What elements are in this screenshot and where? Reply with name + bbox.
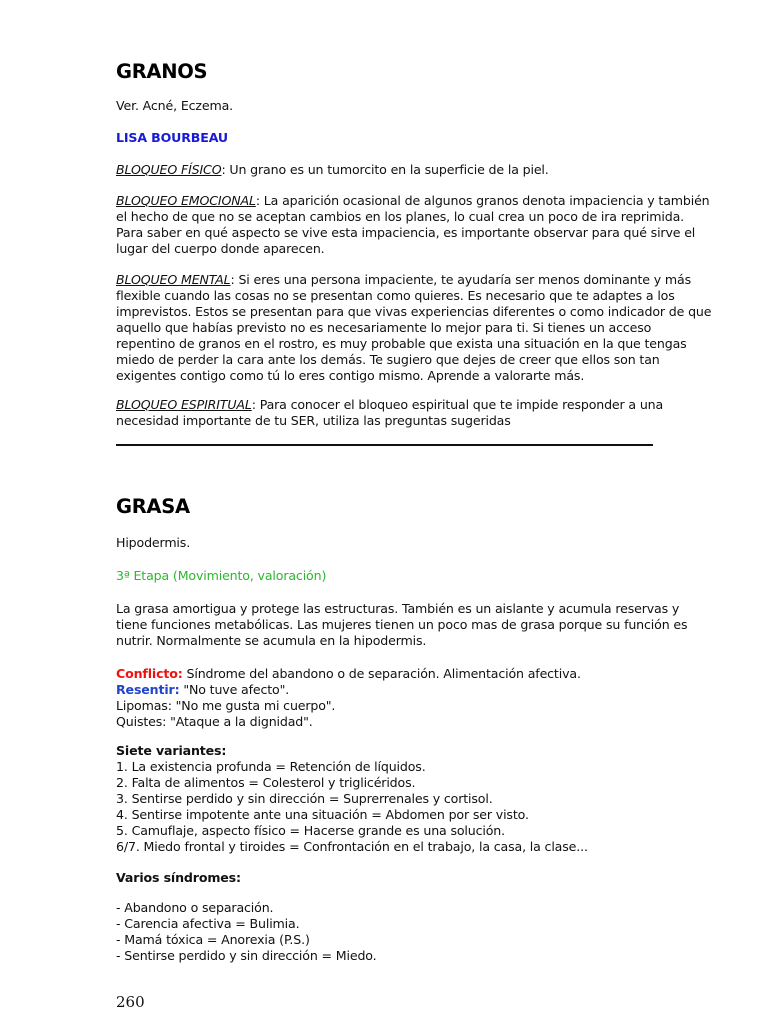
bloqueo-mental-line: imprevistos. Estos se presentan para que vivas experiencias diferentes o como indicador de que <box>116 304 712 319</box>
grasa-intro <box>116 601 688 649</box>
bloqueo-mental-line: miedo de perder la cara ante los demás. Te sugiero que dejes de creer que ellos son tan <box>116 352 660 367</box>
bloqueo-espiritual-line: necesidad importante de tu SER, utiliza las preguntas sugeridas <box>116 413 511 428</box>
variante-item: 1. La existencia profunda = Retención de líquidos. <box>116 759 426 774</box>
grasa-intro-line: tiene funciones metabólicas. Las mujeres tienen un poco mas de grasa porque su función es <box>116 617 688 632</box>
quistes-line: Quistes: "Ataque a la dignidad". <box>116 714 313 729</box>
variante-item: 4. Sentirse impotente ante una situación = Abdomen por ser visto. <box>116 807 529 822</box>
page-number: 260 <box>116 993 145 1011</box>
lipomas-line: Lipomas: "No me gusta mi cuerpo". <box>116 698 336 713</box>
bloqueo-emocional-line: lugar del cuerpo donde aparecen. <box>116 241 325 256</box>
bloqueo-espiritual-label: BLOQUEO ESPIRITUAL <box>116 397 252 412</box>
variante-item: 5. Camuflaje, aspecto físico = Hacerse grande es una solución. <box>116 823 505 838</box>
bloqueo-mental-line: repentino de granos en el rostro, es muy probable que exista una situación en la que tengas <box>116 336 687 351</box>
sindrome-item: - Carencia afectiva = Bulimia. <box>116 916 300 931</box>
bloqueo-emocional-label: BLOQUEO EMOCIONAL <box>116 193 256 208</box>
bloqueo-espiritual-line: : Para conocer el bloqueo espiritual que te impide responder a una <box>251 397 664 412</box>
section-title-granos: GRANOS <box>116 60 208 83</box>
sindrome-item: - Abandono o separación. <box>116 900 274 915</box>
grasa-varios-sindromes <box>116 900 656 964</box>
resentir-line <box>116 682 656 698</box>
granos-bloqueo-espiritual <box>116 397 664 429</box>
resentir-label: Resentir: <box>116 682 180 697</box>
section-divider <box>116 444 653 446</box>
bloqueo-emocional-line: el hecho de que no se aceptan cambios en los planes, lo cual crea un poco de ira reprimida. <box>116 209 684 224</box>
variante-item: 6/7. Miedo frontal y tiroides = Confrontación en el trabajo, la casa, la clase... <box>116 839 588 854</box>
variante-item: 3. Sentirse perdido y sin dirección = Suprerrenales y cortisol. <box>116 791 493 806</box>
conflicto-text: Síndrome del abandono o de separación. Alimentación afectiva. <box>182 666 581 681</box>
granos-bloqueo-fisico <box>116 162 656 178</box>
granos-bloqueo-mental <box>116 272 712 384</box>
grasa-stage: 3ª Etapa (Movimiento, valoración) <box>116 568 327 583</box>
granos-bloqueo-emocional <box>116 193 710 257</box>
bloqueo-mental-line: aquello que habías previsto no es necesariamente lo mejor para ti. Si tienes un acceso <box>116 320 652 335</box>
bloqueo-fisico-label: BLOQUEO FÍSICO <box>116 162 222 177</box>
granos-author: LISA BOURBEAU <box>116 130 228 145</box>
bloqueo-fisico-text: : Un grano es un tumorcito en la superficie de la piel. <box>221 162 549 177</box>
grasa-intro-line: La grasa amortigua y protege las estructuras. También es un aislante y acumula reservas y <box>116 601 680 616</box>
grasa-hipodermis: Hipodermis. <box>116 535 191 550</box>
siete-variantes-title: Siete variantes: <box>116 743 227 758</box>
bloqueo-mental-line: flexible cuando las cosas no se presentan como quieres. Es necesario que te adaptes a los <box>116 288 675 303</box>
bloqueo-mental-label: BLOQUEO MENTAL <box>116 272 231 287</box>
grasa-intro-line: nutrir. Normalmente se acumula en la hipodermis. <box>116 633 427 648</box>
resentir-text: "No tuve afecto". <box>179 682 290 697</box>
bloqueo-mental-line: exigentes contigo como tú lo eres contigo mismo. Aprende a valorarte más. <box>116 368 585 383</box>
sindrome-item: - Mamá tóxica = Anorexia (P.S.) <box>116 932 310 947</box>
sindrome-item: - Sentirse perdido y sin dirección = Miedo. <box>116 948 377 963</box>
grasa-siete-variantes <box>116 743 656 855</box>
grasa-conflicto-block <box>116 666 656 730</box>
bloqueo-emocional-line: : La aparición ocasional de algunos granos denota impaciencia y también <box>255 193 710 208</box>
conflicto-line <box>116 666 656 682</box>
granos-see-also: Ver. Acné, Eczema. <box>116 98 233 113</box>
section-title-grasa: GRASA <box>116 495 190 518</box>
conflicto-label: Conflicto: <box>116 666 183 681</box>
varios-sindromes-title: Varios síndromes: <box>116 870 241 885</box>
bloqueo-mental-line: : Si eres una persona impaciente, te ayudaría ser menos dominante y más <box>230 272 691 287</box>
variante-item: 2. Falta de alimentos = Colesterol y triglicéridos. <box>116 775 416 790</box>
bloqueo-emocional-line: Para saber en qué aspecto se vive esta impaciencia, es importante observar para qué sirve el <box>116 225 696 240</box>
